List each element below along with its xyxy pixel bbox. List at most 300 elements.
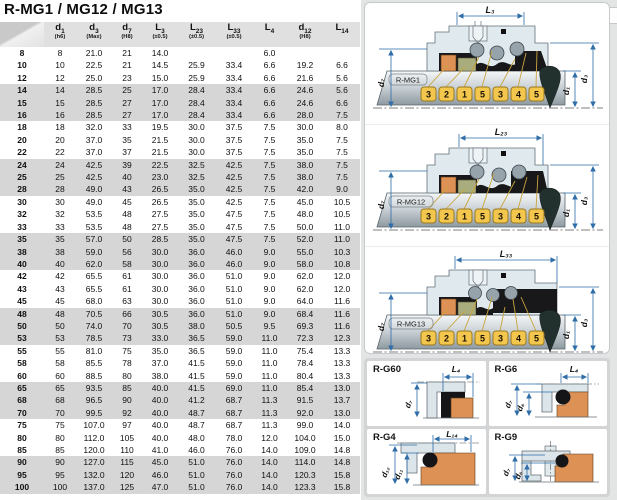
- detail-box-rg4: [367, 429, 486, 494]
- table-cell: 8.0: [336, 122, 348, 133]
- svg-text:d₁: d₁: [561, 208, 571, 218]
- row-header-cell: 12: [17, 72, 27, 83]
- svg-text:2: 2: [443, 211, 450, 222]
- table-row: [0, 47, 360, 59]
- table-cell: 11.3: [253, 407, 286, 419]
- table-cell: 28.5: [76, 84, 112, 96]
- table-cell: 10.8: [324, 258, 360, 270]
- table-cell: 99.0: [296, 420, 314, 431]
- row-header-cell: 28: [0, 183, 44, 195]
- table-cell: 65.5: [85, 271, 103, 282]
- row-header-cell: 45: [17, 296, 27, 307]
- table-cell: 36.0: [178, 258, 215, 270]
- table-cell: 50.5: [215, 320, 253, 332]
- table-row: [0, 308, 360, 320]
- seal-diagram-panel: [364, 2, 610, 354]
- table-cell: 7.5: [324, 109, 360, 121]
- table-cell: 7.5: [253, 183, 286, 195]
- table-cell: 70: [44, 407, 76, 419]
- table-cell: 36.0: [188, 296, 205, 307]
- table-cell: 30.0: [296, 122, 314, 133]
- table-cell: 92.0: [286, 407, 324, 419]
- row-header-cell: 16: [0, 109, 44, 121]
- row-header-cell: 24: [0, 159, 44, 171]
- table-cell: 25.0: [85, 72, 103, 83]
- table-cell: 21.5: [151, 134, 169, 145]
- part-badges: [421, 209, 544, 223]
- table-cell: 56: [112, 246, 142, 258]
- svg-text:d₃: d₃: [579, 74, 589, 84]
- table-cell: 35: [44, 233, 76, 245]
- table-cell: 88.5: [85, 370, 103, 381]
- table-cell: 80: [122, 370, 132, 381]
- column-header: $d_{12}$ (H8): [286, 22, 324, 47]
- table-cell: 15.0: [333, 432, 351, 443]
- table-cell: 40.0: [151, 432, 169, 443]
- table-cell: 13.3: [333, 370, 351, 381]
- table-row: [0, 370, 360, 382]
- table-cell: 32.5: [178, 159, 215, 171]
- table-cell: 49.0: [85, 196, 103, 207]
- table-cell: 35.0: [296, 134, 314, 145]
- table-cell: 61: [122, 271, 132, 282]
- table-cell: 35.0: [188, 209, 205, 220]
- table-cell: 41.0: [151, 445, 169, 455]
- table-cell: 27: [112, 97, 142, 109]
- table-row: [0, 221, 360, 233]
- table-cell: 30.5: [142, 320, 178, 332]
- table-cell: 45.0: [296, 196, 314, 207]
- row-header-cell: 22: [17, 147, 27, 158]
- table-cell: 14.0: [151, 48, 169, 58]
- row-header-cell: 48: [0, 308, 44, 320]
- table-row: [0, 233, 360, 245]
- table-cell: 11.0: [261, 370, 278, 381]
- table-cell: 30.0: [188, 147, 205, 158]
- table-cell: 7.5: [263, 122, 276, 133]
- table-cell: 32.0: [85, 122, 103, 133]
- table-cell: 25: [44, 171, 76, 183]
- table-cell: 21: [122, 48, 132, 58]
- row-header-cell: 100: [0, 481, 44, 493]
- row-header-cell: 8: [19, 48, 25, 58]
- table-row: [0, 109, 360, 121]
- table-cell: 11.3: [261, 420, 278, 431]
- header-corner: [0, 22, 44, 47]
- table-cell: 76.0: [225, 445, 243, 455]
- o-ring: [555, 390, 570, 405]
- table-cell: 35.0: [188, 221, 205, 232]
- svg-text:2: 2: [443, 333, 450, 344]
- table-cell: 5.6: [324, 84, 360, 96]
- table-cell: 33.4: [225, 72, 243, 83]
- table-cell: 63: [122, 296, 132, 307]
- table-cell: 37.5: [225, 147, 243, 158]
- diagram-column: [361, 0, 617, 500]
- drive-pin: [501, 151, 506, 156]
- table-cell: 114.0: [286, 456, 324, 468]
- table-row: [0, 481, 360, 493]
- svg-text:L₂₃: L₂₃: [494, 127, 508, 137]
- table-cell: 35.0: [151, 345, 169, 356]
- spring-collar: [470, 43, 484, 57]
- table-cell: 33.0: [142, 332, 178, 344]
- table-cell: 49.0: [76, 183, 112, 195]
- table-cell: 75: [122, 345, 132, 356]
- table-cell: 53.5: [85, 209, 103, 220]
- table-cell: 42.5: [225, 196, 243, 207]
- table-cell: 15.8: [324, 481, 360, 493]
- svg-text:L₄: L₄: [569, 364, 578, 374]
- table-cell: 11.0: [253, 332, 286, 344]
- svg-text:3: 3: [497, 333, 504, 344]
- table-cell: 76.0: [215, 456, 253, 468]
- table-cell: 47.5: [225, 209, 243, 220]
- row-header-cell: 30: [17, 196, 27, 207]
- row-header-cell: 65: [0, 382, 44, 394]
- svg-text:3: 3: [425, 333, 432, 344]
- svg-text:d₃: d₃: [579, 318, 589, 328]
- table-cell: 5.6: [336, 72, 348, 83]
- table-cell: 78.5: [76, 332, 112, 344]
- table-cell: 41.2: [178, 394, 215, 406]
- table-cell: [286, 47, 324, 59]
- table-cell: 36.0: [188, 271, 205, 282]
- svg-text:d₁₂: d₁₂: [379, 465, 392, 479]
- table-cell: 26.5: [142, 183, 178, 195]
- column-header: $d_7$ (H8): [112, 22, 142, 47]
- table-cell: 14.8: [333, 445, 351, 455]
- table-cell: 52.0: [286, 233, 324, 245]
- table-cell: 28.4: [178, 84, 215, 96]
- detail-box-rg6: [489, 361, 608, 426]
- table-cell: 9.0: [253, 258, 286, 270]
- table-cell: 68.7: [215, 407, 253, 419]
- table-row: [0, 171, 360, 183]
- table-row: [0, 196, 360, 208]
- table-cell: 21.5: [151, 147, 169, 158]
- table-cell: 109.0: [294, 445, 316, 455]
- table-cell: 20: [55, 134, 65, 145]
- table-cell: 40.0: [142, 394, 178, 406]
- table-cell: 38.0: [286, 171, 324, 183]
- row-header-cell: 90: [0, 456, 44, 468]
- table-cell: 59.0: [215, 332, 253, 344]
- table-cell: 10: [55, 60, 65, 71]
- table-cell: 43: [112, 183, 142, 195]
- table-row: [0, 382, 360, 394]
- table-cell: 32.5: [178, 171, 215, 183]
- table-cell: 69.3: [286, 320, 324, 332]
- table-cell: 14.5: [151, 60, 169, 71]
- table-cell: 48.0: [296, 209, 314, 220]
- table-cell: 68.4: [286, 308, 324, 320]
- table-cell: 7.5: [263, 147, 276, 158]
- row-header-cell: 85: [17, 445, 27, 455]
- table-cell: 50: [44, 320, 76, 332]
- table-cell: 66: [112, 308, 142, 320]
- table-row: [0, 59, 360, 71]
- svg-text:5: 5: [479, 333, 486, 344]
- row-header-cell: 55: [17, 345, 27, 356]
- table-cell: 132.0: [76, 469, 112, 481]
- part-badges: [421, 87, 544, 101]
- table-cell: 55.0: [286, 246, 324, 258]
- table-cell: 24.6: [286, 97, 324, 109]
- table-cell: 7.5: [324, 159, 360, 171]
- table-cell: 35: [122, 134, 132, 145]
- table-cell: 93.5: [76, 382, 112, 394]
- table-row: [0, 146, 360, 158]
- drive-pin: [501, 273, 506, 278]
- dimension-table-wrap: [0, 22, 360, 494]
- table-cell: 42.5: [76, 159, 112, 171]
- table-row: [0, 432, 360, 444]
- column-header: $L_{14}$: [324, 22, 360, 47]
- row-header-cell: 68: [0, 394, 44, 406]
- table-row: [0, 357, 360, 369]
- row-header-cell: 10: [17, 60, 27, 71]
- table-cell: 30.0: [142, 246, 178, 258]
- table-cell: 68: [44, 394, 76, 406]
- table-row: [0, 159, 360, 171]
- table-cell: 38.0: [286, 159, 324, 171]
- table-cell: 38.0: [151, 370, 169, 381]
- svg-text:5: 5: [533, 89, 540, 100]
- table-cell: 9.0: [263, 283, 276, 294]
- table-cell: 14.0: [333, 420, 351, 431]
- table-cell: 6.6: [263, 60, 276, 71]
- table-cell: 42.0: [286, 183, 324, 195]
- set-screw: [469, 270, 487, 285]
- row-header-cell: 33: [17, 221, 27, 232]
- table-cell: 21.0: [85, 48, 103, 58]
- table-cell: 14.8: [324, 456, 360, 468]
- svg-text:3: 3: [497, 89, 504, 100]
- svg-text:5: 5: [533, 333, 540, 344]
- svg-text:5: 5: [479, 211, 486, 222]
- spring-collar: [470, 165, 484, 179]
- table-row: [0, 283, 360, 295]
- table-cell: 23.0: [142, 171, 178, 183]
- table-cell: 45.0: [142, 456, 178, 468]
- table-cell: 7.5: [253, 171, 286, 183]
- table-cell: 13.3: [333, 358, 351, 369]
- table-cell: 7.5: [263, 134, 276, 145]
- row-header-cell: 15: [0, 97, 44, 109]
- spring-collar: [490, 46, 504, 60]
- table-cell: 65: [44, 382, 76, 394]
- table-cell: 72.3: [286, 332, 324, 344]
- svg-text:3: 3: [425, 211, 432, 222]
- table-cell: 85: [112, 382, 142, 394]
- table-cell: 51.0: [178, 456, 215, 468]
- table-cell: 30.0: [151, 296, 169, 307]
- table-cell: 11.3: [253, 394, 286, 406]
- table-cell: 14.0: [253, 456, 286, 468]
- table-cell: 75: [55, 420, 65, 431]
- seat-orange: [441, 299, 456, 315]
- table-cell: 120.0: [83, 445, 105, 455]
- table-cell: 13.3: [333, 345, 351, 356]
- table-cell: 23: [122, 72, 132, 83]
- row-header-cell: 80: [17, 432, 27, 443]
- table-cell: 99.5: [76, 407, 112, 419]
- table-cell: 80: [55, 432, 65, 443]
- seal-diagram-rmg1: [365, 3, 609, 119]
- svg-text:1: 1: [461, 211, 468, 222]
- table-cell: 11.0: [324, 233, 360, 245]
- table-cell: 59.0: [225, 370, 243, 381]
- svg-text:1: 1: [461, 333, 468, 344]
- table-cell: 22.5: [142, 159, 178, 171]
- detail-drawing-rg9: [489, 429, 607, 493]
- table-cell: 17.0: [142, 84, 178, 96]
- table-cell: 42: [55, 271, 65, 282]
- row-header-cell: 38: [0, 246, 44, 258]
- table-cell: 11.6: [324, 320, 360, 332]
- svg-text:3: 3: [425, 89, 432, 100]
- table-cell: 6.6: [253, 84, 286, 96]
- table-cell: 69.0: [215, 382, 253, 394]
- table-cell: 36.5: [188, 345, 205, 356]
- table-cell: 9.0: [324, 183, 360, 195]
- spring-collar: [487, 289, 500, 302]
- table-cell: 64.0: [296, 296, 314, 307]
- spec-table: [0, 22, 360, 494]
- table-cell: 38.0: [178, 320, 215, 332]
- column-header: $L_{33}$ (±0.5): [215, 22, 253, 47]
- table-cell: 91.5: [286, 394, 324, 406]
- column-header: $d_1$ (h6): [44, 22, 76, 47]
- table-cell: 100: [44, 481, 76, 493]
- table-cell: 51.0: [178, 481, 215, 493]
- row-header-cell: 20: [17, 134, 27, 145]
- table-cell: 48: [122, 209, 132, 220]
- table-cell: 48.0: [188, 432, 205, 443]
- table-cell: 30.0: [142, 258, 178, 270]
- table-cell: 51.0: [215, 308, 253, 320]
- svg-text:d₇: d₇: [502, 398, 514, 410]
- table-row: [0, 270, 360, 282]
- table-cell: 65.5: [85, 283, 103, 294]
- row-header-cell: 42: [17, 271, 27, 282]
- table-row: [0, 208, 360, 220]
- detail-diagram-panel: [364, 358, 610, 497]
- column-header: $d_3$ (Max): [76, 22, 112, 47]
- table-cell: 30.5: [142, 308, 178, 320]
- table-cell: [215, 47, 253, 59]
- table-cell: 13.7: [324, 394, 360, 406]
- table-cell: 51.0: [178, 469, 215, 481]
- table-cell: 90: [44, 456, 76, 468]
- detail-box-rg9: [489, 429, 608, 494]
- detail-label: R-G9: [494, 432, 518, 443]
- table-cell: 13.0: [324, 382, 360, 394]
- svg-text:L₄: L₄: [451, 364, 461, 374]
- table-row: [0, 407, 360, 419]
- table-cell: 41.5: [178, 382, 215, 394]
- table-cell: 81.0: [85, 345, 103, 356]
- table-cell: 61: [122, 283, 132, 294]
- table-cell: 57.0: [76, 233, 112, 245]
- table-cell: 33.4: [225, 60, 243, 71]
- table-cell: 42.5: [215, 183, 253, 195]
- table-cell: 76.0: [215, 469, 253, 481]
- table-cell: 8: [57, 48, 63, 58]
- table-cell: 104.0: [294, 432, 316, 443]
- table-cell: 28.5: [76, 97, 112, 109]
- table-cell: 35.0: [296, 147, 314, 158]
- table-cell: 47.0: [142, 481, 178, 493]
- table-cell: 11.0: [253, 382, 286, 394]
- table-cell: 51.0: [225, 296, 243, 307]
- table-cell: 51.0: [225, 283, 243, 294]
- table-cell: 62.0: [296, 271, 314, 282]
- table-cell: 96.5: [76, 394, 112, 406]
- table-cell: 35.0: [178, 183, 215, 195]
- svg-text:d₆: d₆: [512, 469, 524, 481]
- table-cell: 74.0: [76, 320, 112, 332]
- table-cell: 85.4: [286, 382, 324, 394]
- detail-drawing-rg6: [489, 361, 607, 425]
- table-cell: 28.4: [178, 109, 215, 121]
- seal-diagram-rmg13: [365, 246, 609, 354]
- table-cell: 59.0: [76, 246, 112, 258]
- table-cell: 47.5: [225, 221, 243, 232]
- o-ring: [555, 455, 568, 468]
- table-row: [0, 97, 360, 109]
- table-cell: 14: [44, 84, 76, 96]
- detail-label: R-G6: [494, 364, 518, 375]
- row-header-cell: 25: [0, 171, 44, 183]
- table-row: [0, 444, 360, 456]
- page-title: R-MG1 / MG12 / MG13: [4, 1, 163, 18]
- table-cell: 51.0: [225, 271, 243, 282]
- table-cell: 6.0: [263, 48, 276, 58]
- table-cell: 42.5: [76, 171, 112, 183]
- table-cell: 21: [122, 60, 132, 71]
- table-cell: 19.2: [296, 60, 314, 71]
- table-cell: 26.5: [151, 196, 169, 207]
- table-cell: 33: [55, 221, 65, 232]
- table-cell: 62.0: [76, 258, 112, 270]
- table-cell: 30.0: [151, 271, 169, 282]
- table-cell: 39: [112, 159, 142, 171]
- table-cell: 105: [119, 432, 135, 443]
- svg-text:L₁₄: L₁₄: [446, 429, 458, 439]
- table-cell: 10.5: [333, 209, 351, 220]
- spring-collar: [505, 287, 518, 300]
- table-cell: 12.0: [333, 271, 351, 282]
- table-cell: 14.0: [261, 445, 278, 455]
- spring-collar: [512, 165, 526, 179]
- svg-text:d₇: d₇: [500, 466, 512, 478]
- table-cell: 75.4: [296, 345, 314, 356]
- table-cell: 42.5: [215, 171, 253, 183]
- table-cell: 48: [44, 308, 76, 320]
- table-row: [0, 258, 360, 270]
- row-header-cell: 40: [0, 258, 44, 270]
- table-cell: 112.0: [83, 432, 105, 443]
- table-cell: 12.3: [324, 332, 360, 344]
- table-cell: 37.0: [85, 147, 103, 158]
- table-cell: 78: [122, 358, 132, 369]
- table-cell: 28.5: [76, 109, 112, 121]
- table-row: [0, 183, 360, 195]
- table-cell: 7.5: [253, 159, 286, 171]
- row-header-cell: 50: [0, 320, 44, 332]
